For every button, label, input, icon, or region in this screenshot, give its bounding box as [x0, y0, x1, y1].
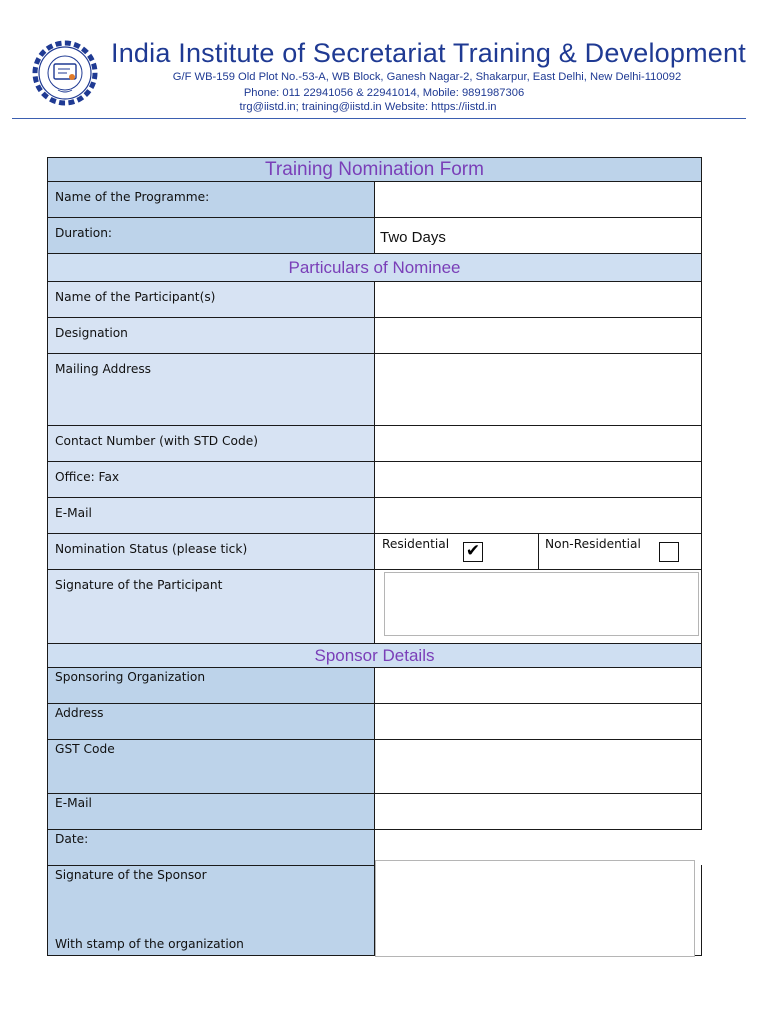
residential-label: Residential — [382, 537, 450, 551]
residential-checkbox[interactable]: ✔ — [463, 542, 483, 562]
sponsor-address-row — [47, 703, 702, 740]
email-label: E-Mail — [47, 497, 375, 534]
non-residential-option[interactable] — [539, 534, 702, 569]
sponsor-email-row — [47, 793, 702, 830]
duration-row — [47, 217, 702, 254]
designation-field[interactable] — [375, 317, 702, 354]
sponsor-signature-row — [47, 865, 702, 956]
programme-label: Name of the Programme: — [47, 181, 375, 218]
gst-label: GST Code — [47, 739, 375, 794]
participant-row — [47, 281, 702, 318]
form-title: Training Nomination Form — [47, 157, 702, 182]
duration-label: Duration: — [47, 217, 375, 254]
office-fax-label: Office: Fax — [47, 461, 375, 498]
residential-option[interactable] — [375, 534, 539, 569]
sponsor-email-label: E-Mail — [47, 793, 375, 830]
participant-signature-area — [375, 569, 702, 644]
date-label: Date: — [47, 829, 375, 866]
email-field[interactable] — [375, 497, 702, 534]
designation-label: Designation — [47, 317, 375, 354]
contact-number-field[interactable] — [375, 425, 702, 462]
institute-name: India Institute of Secretariat Training & Development — [111, 38, 746, 68]
participant-signature-row — [47, 569, 702, 644]
programme-field[interactable] — [375, 181, 702, 218]
non-residential-checkbox[interactable] — [659, 542, 679, 562]
sponsor-address-label: Address — [47, 703, 375, 740]
duration-value: Two Days — [380, 229, 446, 246]
sponsor-email-field[interactable] — [375, 793, 702, 830]
programme-row — [47, 181, 702, 218]
office-fax-field[interactable] — [375, 461, 702, 498]
non-residential-label: Non-Residential — [545, 537, 641, 551]
sponsor-section-heading: Sponsor Details — [47, 643, 702, 668]
phone-line: Phone: 011 22941056 & 22941014, Mobile: 9891987306 — [243, 87, 525, 99]
nominee-section-heading: Particulars of Nominee — [47, 253, 702, 282]
nomination-status-row — [47, 533, 702, 570]
contact-email-line: trg@iistd.in; training@iistd.in Website: https://iistd.in — [239, 101, 497, 113]
sponsor-signature-label: Signature of the Sponsor — [55, 868, 207, 882]
gst-row — [47, 739, 702, 794]
designation-row — [47, 317, 702, 354]
contact-number-label: Contact Number (with STD Code) — [47, 425, 375, 462]
duration-field[interactable] — [375, 217, 702, 254]
stamp-label: With stamp of the organization — [55, 936, 244, 951]
mailing-address-row — [47, 353, 702, 426]
sponsor-org-row — [47, 667, 702, 704]
participant-signature-label: Signature of the Participant — [47, 569, 375, 644]
gst-field[interactable] — [375, 739, 702, 794]
sponsor-org-label: Sponsoring Organization — [47, 667, 375, 704]
mailing-address-label: Mailing Address — [47, 353, 375, 426]
nomination-status-label: Nomination Status (please tick) — [47, 533, 375, 570]
office-fax-row — [47, 461, 702, 498]
email-row — [47, 497, 702, 534]
participant-field[interactable] — [375, 281, 702, 318]
letterhead — [0, 0, 768, 120]
contact-number-row — [47, 425, 702, 462]
nomination-status-options — [375, 533, 702, 570]
address-line: G/F WB-159 Old Plot No.-53-A, WB Block, Ganesh Nagar-2, Shakarpur, East Delhi, New Delhi-110092 — [172, 71, 682, 83]
header-divider — [12, 118, 746, 119]
sponsor-signature-area — [375, 865, 702, 956]
sponsor-signature-cell — [47, 865, 375, 956]
sponsor-address-field[interactable] — [375, 703, 702, 740]
participant-label: Name of the Participant(s) — [47, 281, 375, 318]
sponsor-signature-box[interactable] — [375, 860, 695, 957]
mailing-address-field[interactable] — [375, 353, 702, 426]
sponsor-org-field[interactable] — [375, 667, 702, 704]
participant-signature-box[interactable] — [384, 572, 699, 636]
